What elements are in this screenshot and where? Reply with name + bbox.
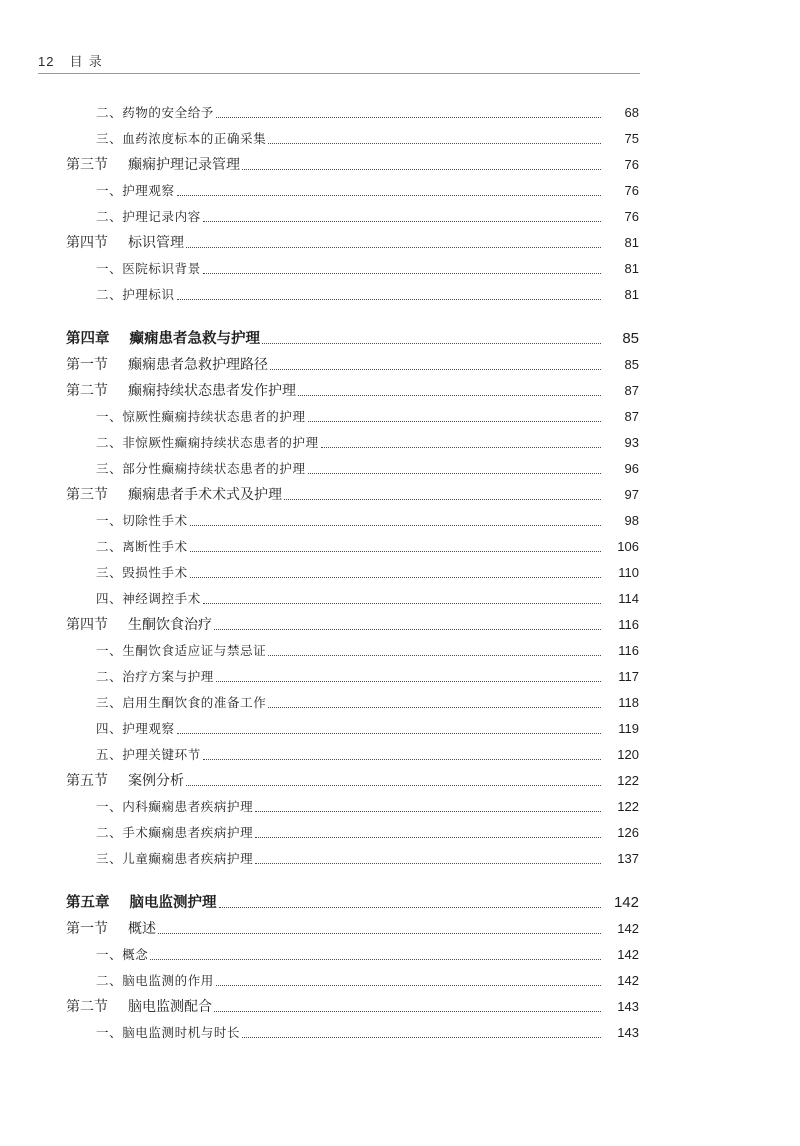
dot-leader: [284, 499, 601, 500]
page-number: 143: [617, 999, 639, 1014]
toc-section-entry[interactable]: [0, 481, 800, 503]
toc-subsection-entry[interactable]: [0, 741, 800, 763]
section-number: 第三节: [66, 487, 108, 503]
toc-entry-label: 二、护理标识: [96, 287, 175, 302]
page-number: 76: [624, 209, 639, 224]
dot-leader: [150, 959, 601, 960]
page-number: 116: [618, 643, 639, 658]
dot-leader: [203, 221, 601, 222]
dot-leader: [255, 811, 601, 812]
toc-subsection-entry[interactable]: [0, 99, 800, 121]
dot-leader: [242, 1037, 601, 1038]
toc-subsection-entry[interactable]: [0, 507, 800, 529]
section-title: 概述: [128, 921, 156, 937]
toc-entry-label: 三、启用生酮饮食的准备工作: [96, 695, 267, 710]
toc-subsection-entry[interactable]: [0, 533, 800, 555]
toc-entry-label: 五、护理关键环节: [96, 747, 201, 762]
page-number: 143: [617, 1025, 639, 1040]
page-number: 68: [624, 105, 639, 120]
dot-leader: [308, 421, 601, 422]
toc-section-entry[interactable]: [0, 611, 800, 633]
dot-leader: [203, 603, 601, 604]
toc-entry-label: 二、脑电监测的作用: [96, 973, 214, 988]
section-title: 癫痫护理记录管理: [128, 157, 240, 173]
toc-entry-label: 四、神经调控手术: [96, 591, 201, 606]
page-number: 96: [624, 461, 639, 476]
dot-leader: [262, 343, 601, 344]
toc-entry-label: 一、内科癫痫患者疾病护理: [96, 799, 254, 814]
dot-leader: [298, 395, 601, 396]
toc-chapter-entry[interactable]: [0, 889, 800, 911]
page-number: 142: [613, 894, 639, 911]
page-number: 81: [624, 261, 639, 276]
dot-leader: [177, 299, 601, 300]
toc-subsection-entry[interactable]: [0, 1019, 800, 1041]
page-number: 85: [622, 330, 639, 347]
toc-entry-label: 三、血药浓度标本的正确采集: [96, 131, 267, 146]
dot-leader: [190, 525, 601, 526]
page-number: 76: [624, 157, 639, 172]
dot-leader: [268, 707, 601, 708]
toc-subsection-entry[interactable]: [0, 967, 800, 989]
toc-section-entry[interactable]: [0, 229, 800, 251]
dot-leader: [214, 1011, 601, 1012]
toc-entry-heading: [66, 157, 240, 173]
toc-entry-heading: [66, 357, 268, 373]
page-number: 118: [618, 695, 639, 710]
chapter-number: 第五章: [66, 895, 110, 911]
dot-leader: [321, 447, 601, 448]
toc-subsection-entry[interactable]: [0, 203, 800, 225]
page-number: 122: [617, 799, 639, 814]
toc-entry-heading: [66, 235, 184, 251]
page-number: 85: [624, 357, 639, 372]
toc-section-entry[interactable]: [0, 767, 800, 789]
chapter-number: 第四章: [66, 331, 110, 347]
dot-leader: [190, 551, 601, 552]
toc-entry-label: 一、概念: [96, 947, 149, 962]
toc-entry-heading: [66, 773, 184, 789]
section-number: 第二节: [66, 383, 108, 399]
dot-leader: [270, 369, 601, 370]
page-number: 120: [617, 747, 639, 762]
toc-subsection-entry[interactable]: [0, 403, 800, 425]
toc-chapter-entry[interactable]: [0, 325, 800, 347]
dot-leader: [308, 473, 601, 474]
toc-subsection-entry[interactable]: [0, 559, 800, 581]
page-number: 93: [624, 435, 639, 450]
toc-section-entry[interactable]: [0, 351, 800, 373]
toc-entry-heading: [66, 383, 296, 399]
toc-section-entry[interactable]: [0, 151, 800, 173]
page-number: 97: [624, 487, 639, 502]
dot-leader: [219, 907, 602, 908]
chapter-title: 脑电监测护理: [129, 895, 217, 911]
page-number: 75: [624, 131, 639, 146]
section-number: 第一节: [66, 921, 108, 937]
dot-leader: [255, 863, 601, 864]
toc-entry-label: 二、治疗方案与护理: [96, 669, 214, 684]
page-number: 142: [617, 921, 639, 936]
toc-subsection-entry[interactable]: [0, 455, 800, 477]
toc-entry-label: 四、护理观察: [96, 721, 175, 736]
toc-entry-label: 二、非惊厥性癫痫持续状态患者的护理: [96, 435, 319, 450]
page-number: 142: [617, 947, 639, 962]
toc-entry-label: 一、切除性手术: [96, 513, 188, 528]
toc-entry-heading: [66, 617, 212, 633]
page-number: 142: [617, 973, 639, 988]
header-page-number: 12: [38, 54, 55, 69]
toc-section-entry[interactable]: [0, 915, 800, 937]
toc-subsection-entry[interactable]: [0, 663, 800, 685]
dot-leader: [268, 143, 601, 144]
page-number: 114: [618, 591, 639, 606]
toc-subsection-entry[interactable]: [0, 819, 800, 841]
toc-subsection-entry[interactable]: [0, 429, 800, 451]
page-number: 87: [624, 409, 639, 424]
chapter-title: 癫痫患者急救与护理: [129, 331, 260, 347]
page-number: 81: [624, 287, 639, 302]
dot-leader: [255, 837, 601, 838]
section-number: 第三节: [66, 157, 108, 173]
page-number: 117: [618, 669, 639, 684]
section-title: 癫痫患者急救护理路径: [128, 357, 268, 373]
dot-leader: [216, 681, 601, 682]
toc-subsection-entry[interactable]: [0, 585, 800, 607]
toc-entry-label: 一、生酮饮食适应证与禁忌证: [96, 643, 267, 658]
section-title: 癫痫患者手术术式及护理: [128, 487, 282, 503]
section-title: 生酮饮食治疗: [128, 617, 212, 633]
toc-section-entry[interactable]: [0, 377, 800, 399]
dot-leader: [216, 117, 601, 118]
page-number: 110: [618, 565, 639, 580]
dot-leader: [158, 933, 601, 934]
toc-subsection-entry[interactable]: [0, 255, 800, 277]
toc-entry-label: 二、手术癫痫患者疾病护理: [96, 825, 254, 840]
toc-subsection-entry[interactable]: [0, 941, 800, 963]
toc-entry-label: 一、脑电监测时机与时长: [96, 1025, 241, 1040]
toc-subsection-entry[interactable]: [0, 281, 800, 303]
toc-subsection-entry[interactable]: [0, 177, 800, 199]
dot-leader: [186, 785, 601, 786]
dot-leader: [242, 169, 601, 170]
section-number: 第四节: [66, 617, 108, 633]
dot-leader: [216, 985, 601, 986]
toc-entry-label: 二、药物的安全给予: [96, 105, 214, 120]
toc-entry-heading: [66, 895, 217, 911]
header-title: 目 录: [69, 55, 103, 70]
page-number: 116: [618, 617, 639, 632]
page-number: 87: [624, 383, 639, 398]
toc-entry-heading: [66, 921, 156, 937]
section-number: 第二节: [66, 999, 108, 1015]
toc-section-entry[interactable]: [0, 993, 800, 1015]
dot-leader: [268, 655, 601, 656]
toc-entry-heading: [66, 999, 212, 1015]
section-number: 第四节: [66, 235, 108, 251]
page-number: 76: [624, 183, 639, 198]
section-title: 癫痫持续状态患者发作护理: [128, 383, 296, 399]
section-title: 标识管理: [128, 235, 184, 251]
toc-entry-label: 二、离断性手术: [96, 539, 188, 554]
section-number: 第一节: [66, 357, 108, 373]
section-title: 脑电监测配合: [128, 999, 212, 1015]
page-number: 81: [624, 235, 639, 250]
page-number: 137: [617, 851, 639, 866]
dot-leader: [177, 195, 601, 196]
dot-leader: [190, 577, 601, 578]
toc-entry-heading: [66, 487, 282, 503]
section-number: 第五节: [66, 773, 108, 789]
section-title: 案例分析: [128, 773, 184, 789]
dot-leader: [177, 733, 601, 734]
toc-entry-label: 一、护理观察: [96, 183, 175, 198]
toc-entry-label: 一、医院标识背景: [96, 261, 201, 276]
toc-entry-label: 三、毁损性手术: [96, 565, 188, 580]
toc-subsection-entry[interactable]: [0, 689, 800, 711]
toc-entry-label: 二、护理记录内容: [96, 209, 201, 224]
toc-entry-label: 三、部分性癫痫持续状态患者的护理: [96, 461, 306, 476]
page-number: 126: [617, 825, 639, 840]
dot-leader: [203, 759, 601, 760]
toc-subsection-entry[interactable]: [0, 845, 800, 867]
page-number: 106: [617, 539, 639, 554]
toc-subsection-entry[interactable]: [0, 637, 800, 659]
toc-subsection-entry[interactable]: [0, 793, 800, 815]
page-number: 119: [618, 721, 639, 736]
dot-leader: [186, 247, 601, 248]
toc-entry-label: 三、儿童癫痫患者疾病护理: [96, 851, 254, 866]
toc-subsection-entry[interactable]: [0, 715, 800, 737]
toc-entry-heading: [66, 331, 260, 347]
dot-leader: [214, 629, 601, 630]
page-number: 122: [617, 773, 639, 788]
toc-subsection-entry[interactable]: [0, 125, 800, 147]
dot-leader: [203, 273, 601, 274]
toc-entry-label: 一、惊厥性癫痫持续状态患者的护理: [96, 409, 306, 424]
page-number: 98: [624, 513, 639, 528]
